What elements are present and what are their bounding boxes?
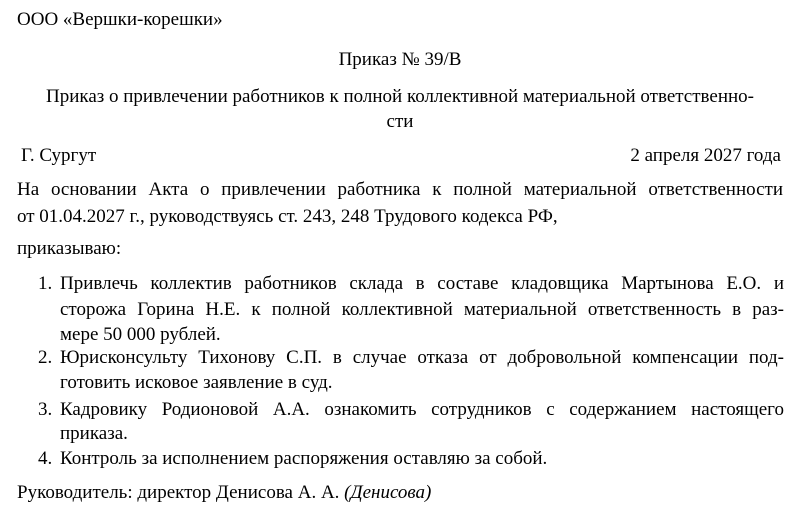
order-subject-line-1: Приказ о привлечении работников к полной коллективной материальной ответственно- <box>45 86 755 107</box>
list-item-line: готовить исковое заявление в суд. <box>60 372 333 393</box>
order-date: 2 апреля 2027 года <box>630 145 781 166</box>
order-number: Приказ № 39/В <box>338 49 462 70</box>
list-item-line: Юрисконсульту Тихонову С.П. в случае отказа от добровольной компенсации под- <box>60 347 784 368</box>
list-item-line: сторожа Горина Н.Е. к полной коллективной материальной ответственность в раз- <box>60 299 784 320</box>
company-name: ООО «Вершки-корешки» <box>17 9 223 30</box>
signature-label: Руководитель: директор Денисова А. А. <box>17 482 340 503</box>
order-subject-line-2: сти <box>386 111 414 132</box>
basis-line-2: от 01.04.2027 г., руководствуясь ст. 243, 248 Трудового кодекса РФ, <box>17 206 558 227</box>
list-item-line: Привлечь коллектив работников склада в составе кладовщика Мартынова Е.О. и <box>60 273 784 294</box>
order-word: приказываю: <box>17 238 122 259</box>
list-item-line: Кадровику Родионовой А.А. ознакомить сотрудников с содержанием настоящего <box>60 399 784 420</box>
list-item-line: приказа. <box>60 423 128 444</box>
basis-line-1: На основании Акта о привлечении работника к полной материальной ответственности <box>17 179 783 200</box>
list-item-number: 1. <box>38 273 53 294</box>
list-item-number: 2. <box>38 347 53 368</box>
order-city: Г. Сургут <box>21 145 97 166</box>
list-item-line: мере 50 000 рублей. <box>60 324 221 345</box>
signature-line <box>17 481 431 505</box>
signature-name: (Денисова) <box>344 482 432 503</box>
list-item-number: 3. <box>38 399 53 420</box>
list-item-number: 4. <box>38 448 53 469</box>
list-item-line: Контроль за исполнением распоряжения оставляю за собой. <box>60 448 548 469</box>
